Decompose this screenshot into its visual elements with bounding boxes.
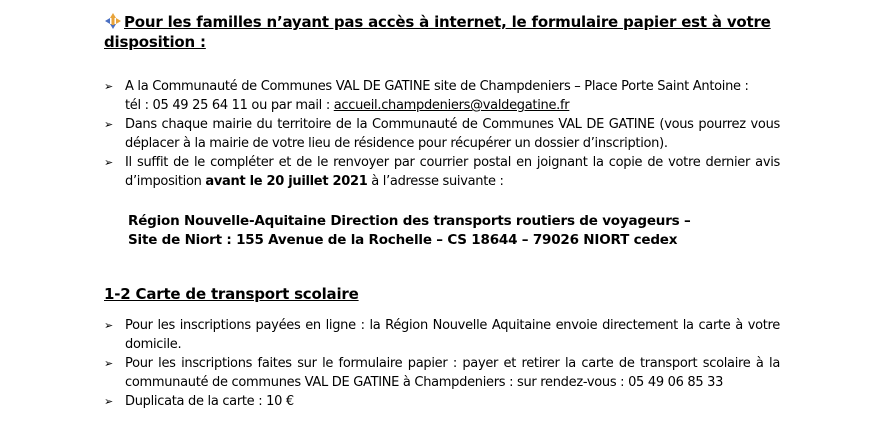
arrow-bullet-icon: ➢ xyxy=(104,395,113,408)
list-item xyxy=(104,77,780,115)
item-text: Pour les inscriptions faites sur le formulaire papier : payer et retirer la carte de transport scolaire à la communauté de communes VAL DE GATINE à Champdeniers : sur rendez-vous : 05 49 06 85 33 xyxy=(125,356,780,390)
transport-card-list xyxy=(104,316,780,411)
item-text: A la Communauté de Communes VAL DE GATINE site de Champdeniers – Place Porte Saint Antoine : xyxy=(125,79,749,94)
email-link[interactable]: accueil.champdeniers@valdegatine.fr xyxy=(333,98,570,113)
list-item xyxy=(104,354,780,392)
item-text: Pour les inscriptions payées en ligne : la Région Nouvelle Aquitaine envoie directement la carte à votre domicile. xyxy=(125,318,780,352)
item-text: Duplicata de la carte : 10 € xyxy=(125,394,294,409)
item-text: Il suffit de le compléter et de le renvoyer par courrier postal en joignant la copie de votre dernier avis d’imposition xyxy=(125,155,780,189)
deadline-text: avant le 20 juillet 2021 xyxy=(205,174,368,189)
section-heading-text: Pour les familles n’ayant pas accès à internet, le formulaire papier est à votre disposition : xyxy=(104,13,771,51)
item-text: Dans chaque mairie du territoire de la Communauté de Communes VAL DE GATINE (vous pourrez vous déplacer à la mairie de votre lieu de résidence pour récupérer un dossier d’inscription). xyxy=(125,117,780,151)
list-item xyxy=(104,153,780,191)
item-text: tél : 05 49 25 64 11 ou par mail : xyxy=(125,98,334,113)
list-item xyxy=(104,115,780,153)
arrow-bullet-icon: ➢ xyxy=(104,156,113,169)
section-heading-paper-form xyxy=(104,12,784,52)
postal-address-block xyxy=(128,212,768,250)
address-line: Site de Niort : 155 Avenue de la Rochelle – CS 18644 – 79026 NIORT cedex xyxy=(128,232,678,248)
paper-form-options-list xyxy=(104,77,780,191)
arrow-bullet-icon: ➢ xyxy=(104,80,113,93)
address-line: Région Nouvelle-Aquitaine Direction des transports routiers de voyageurs – xyxy=(128,213,691,229)
arrow-bullet-icon: ➢ xyxy=(104,357,113,370)
four-direction-arrows-icon xyxy=(104,13,122,29)
list-item xyxy=(104,316,780,354)
arrow-bullet-icon: ➢ xyxy=(104,319,113,332)
arrow-bullet-icon: ➢ xyxy=(104,118,113,131)
list-item xyxy=(104,392,780,411)
section-heading-transport-card: 1-2 Carte de transport scolaire xyxy=(104,285,359,303)
item-text: à l’adresse suivante : xyxy=(367,174,504,189)
